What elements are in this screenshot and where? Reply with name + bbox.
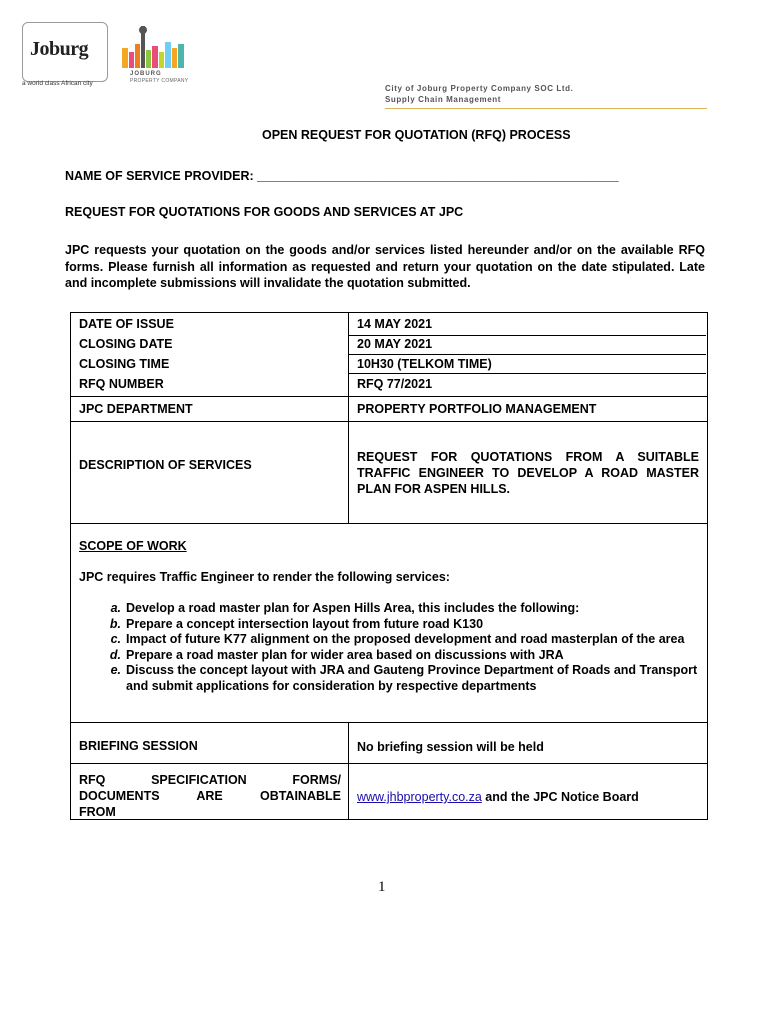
- date-of-issue-label: DATE OF ISSUE: [79, 317, 174, 331]
- document-subheading: REQUEST FOR QUOTATIONS FOR GOODS AND SERVICES AT JPC: [65, 205, 464, 219]
- list-item: [79, 648, 704, 664]
- list-text: Prepare a road master plan for wider area based on discussions with JRA: [126, 647, 564, 662]
- table-rule: [348, 373, 706, 374]
- list-text: Discuss the concept layout with JRA and Gauteng Province Department of Roads and Transport and submit applications for consideration by respective departments: [126, 663, 698, 693]
- table-rule: [70, 421, 707, 422]
- header-department: Supply Chain Management: [385, 95, 502, 104]
- department-label: JPC DEPARTMENT: [79, 402, 193, 416]
- closing-time-label: CLOSING TIME: [79, 357, 170, 371]
- spec-label-line: RFQ SPECIFICATION FORMS/: [79, 773, 341, 787]
- spec-label-line: DOCUMENTS ARE OBTAINABLE: [79, 789, 341, 803]
- jhbproperty-link[interactable]: www.jhbproperty.co.za: [357, 790, 482, 804]
- intro-paragraph: JPC requests your quotation on the goods and/or services listed hereunder and/or on the available RFQ forms. Please furnish all information as requested and return your quotation on the date stipulated. Late and incomplete submissions will invalidate the quotation submitted.: [65, 243, 705, 290]
- list-text: Prepare a concept intersection layout from future road K130: [126, 616, 484, 631]
- spec-label-line: FROM: [79, 805, 116, 819]
- header-company: City of Joburg Property Company SOC Ltd.: [385, 84, 574, 93]
- date-of-issue-value: 14 MAY 2021: [357, 317, 433, 331]
- table-rule: [70, 523, 707, 524]
- scope-intro: JPC requires Traffic Engineer to render the following services:: [79, 570, 450, 584]
- list-item: [79, 617, 704, 633]
- briefing-value: No briefing session will be held: [357, 740, 544, 754]
- spec-value: [357, 790, 639, 804]
- table-rule: [70, 722, 707, 723]
- table-rule: [70, 396, 707, 397]
- rfq-number-value: RFQ 77/2021: [357, 377, 433, 391]
- spec-label: [79, 772, 341, 820]
- briefing-label: BRIEFING SESSION: [79, 739, 198, 753]
- list-item: [79, 632, 704, 648]
- list-marker: e.: [110, 663, 121, 677]
- joburg-tagline: a world class African city: [22, 80, 93, 87]
- jpc-logo-subtitle: PROPERTY COMPANY: [130, 78, 189, 84]
- closing-date-value: 20 MAY 2021: [357, 337, 433, 351]
- table-rule: [348, 354, 706, 355]
- description-label: DESCRIPTION OF SERVICES: [79, 458, 252, 472]
- joburg-logo: Joburg: [30, 38, 89, 60]
- list-text: Develop a road master plan for Aspen Hills Area, this includes the following:: [126, 601, 580, 615]
- description-value: REQUEST FOR QUOTATIONS FROM A SUITABLE TRAFFIC ENGINEER TO DEVELOP A ROAD MASTER PLAN FOR ASPEN HILLS.: [357, 450, 699, 496]
- list-marker: c.: [110, 632, 121, 646]
- spec-value-rest: and the JPC Notice Board: [481, 790, 639, 804]
- list-item: [79, 601, 704, 617]
- table-rule: [70, 763, 707, 764]
- document-title: OPEN REQUEST FOR QUOTATION (RFQ) PROCESS: [262, 128, 571, 142]
- table-rule: [348, 335, 706, 336]
- header-rule: [385, 108, 707, 109]
- rfq-number-label: RFQ NUMBER: [79, 377, 164, 391]
- closing-time-value: 10H30 (TELKOM TIME): [357, 357, 492, 371]
- list-marker: d.: [109, 647, 121, 662]
- service-provider-line: NAME OF SERVICE PROVIDER: ____________________________________________________: [65, 169, 619, 183]
- list-marker: a.: [110, 601, 121, 615]
- page-number: 1: [378, 879, 386, 895]
- table-divider: [348, 722, 349, 819]
- list-text: Impact of future K77 alignment on the proposed development and road masterplan of the area: [126, 632, 685, 646]
- list-marker: b.: [109, 616, 121, 631]
- department-value: PROPERTY PORTFOLIO MANAGEMENT: [357, 402, 597, 416]
- closing-date-label: CLOSING DATE: [79, 337, 173, 351]
- scope-title: SCOPE OF WORK: [79, 539, 187, 553]
- list-item: [79, 663, 704, 694]
- jpc-logo-name: JOBURG: [130, 71, 162, 77]
- table-divider: [348, 312, 349, 523]
- scope-list: [79, 601, 704, 694]
